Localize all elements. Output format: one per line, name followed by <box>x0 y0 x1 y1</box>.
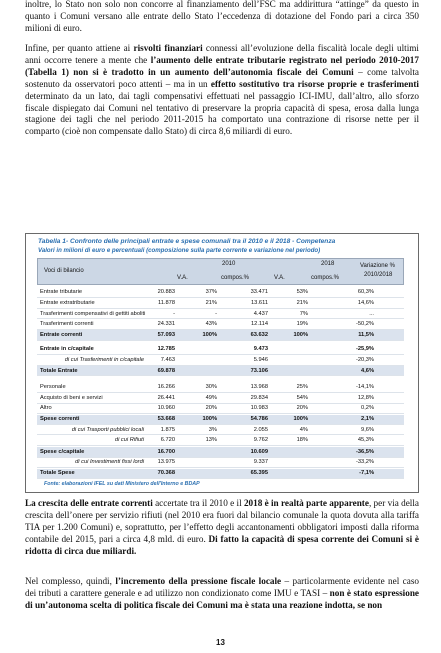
cell-v2010: 12.785 <box>157 346 175 353</box>
cell-var: -25,9% <box>355 346 374 353</box>
cell-v2018: 9.337 <box>253 459 268 466</box>
text-run: – particolarmente evidente nel caso dei tributi a carattere generale e ad utilizzo non condizionato come IMU e TASI – <box>25 576 419 598</box>
cell-v2010: 24.331 <box>157 321 175 328</box>
cell-var: -33,2% <box>355 459 374 466</box>
cell-c2018: 20% <box>296 405 308 412</box>
cell-v2018: 63.632 <box>250 331 268 338</box>
cell-v2018: 4.437 <box>253 310 268 317</box>
cell-v2018: 54.786 <box>250 415 268 422</box>
cell-v2010: 70.368 <box>157 469 175 476</box>
cell-var: -7,1% <box>359 469 374 476</box>
cell-var: -36,5% <box>355 448 374 455</box>
cell-v2010: 20.883 <box>157 289 175 296</box>
table-row <box>37 345 404 355</box>
table-subtitle: Valori in milioni di euro e percentuali (composizione sulla parte corrente e variazione nel periodo) <box>38 246 321 254</box>
table-row <box>37 288 404 298</box>
cell-v2010: 10.960 <box>157 405 175 412</box>
cell-label: Acquisto di beni e servizi <box>40 394 103 401</box>
cell-c2018: 4% <box>299 426 308 433</box>
cell-label: Entrate extratributarie <box>40 299 95 306</box>
table-row <box>37 458 404 468</box>
text-run: connessi all’evoluzione della fiscalità locale degli ultimi anni occorre tenere a mente che <box>25 43 419 65</box>
cell-var: 60,3% <box>357 289 374 296</box>
cell-var: 4,6% <box>361 367 374 374</box>
cell-v2018: 33.471 <box>250 289 268 296</box>
cell-c2018: 25% <box>296 384 308 391</box>
table-source: Fonte: elaborazioni IFEL su dati Ministero dell'Interno e BDAP <box>44 481 200 487</box>
cell-var: 11,5% <box>358 331 374 338</box>
table-row <box>37 415 404 425</box>
cell-v2018: 10.609 <box>250 448 268 455</box>
cell-v2010: 53.668 <box>157 415 175 422</box>
bold-run: risvolti finanziari <box>133 43 203 53</box>
text-run: , per via della crescita dell’onere per servizio rifiuti (nel 2010 era fuori dal bilancio comunale la quota dovuta alla tariffa TIA per 1.200 Comuni) e, soprattutto, per l’effetto degli accantonamenti obbligatori imposti dalla riforma contabile del 2015, pari a circa 4,8 mld. di euro. <box>25 498 419 544</box>
cell-v2018: 73.106 <box>250 367 268 374</box>
cell-c2010: 30% <box>205 384 217 391</box>
cell-c2010: 20% <box>205 405 217 412</box>
text-run: – come talvolta sostenuto da osservatori poco attenti – ma in un <box>25 66 419 89</box>
cell-var: -14,1% <box>355 384 374 391</box>
table-row <box>37 393 404 403</box>
cell-c2010: 21% <box>205 299 217 306</box>
table-row <box>37 366 404 376</box>
bold-run: l’aumento delle entrate tributarie registrato nel periodo 2010-2017 (Tabella 1) non si è tradotto in un aumento dell’autonomia fiscale dei Comuni <box>25 54 419 77</box>
header-voci: Voci di bilancio <box>44 268 84 274</box>
cell-v2018: 13.968 <box>250 384 268 391</box>
cell-c2010: 3% <box>208 426 217 433</box>
table-row <box>37 404 404 414</box>
table-row <box>37 383 404 393</box>
cell-c2010: - <box>215 310 217 317</box>
cell-c2010: 49% <box>205 394 217 401</box>
cell-label: Personale <box>40 384 66 391</box>
table-row <box>37 425 404 435</box>
table-row <box>37 469 404 479</box>
cell-label: Trasferimenti correnti <box>40 321 94 328</box>
cell-label: Altro <box>40 405 52 412</box>
header-compos-2010: compos.% <box>221 275 250 281</box>
bold-run: effetto sostitutivo tra risorse proprie e trasferimenti <box>210 78 419 89</box>
cell-v2010: 6.720 <box>160 437 175 444</box>
cell-v2010: 57.093 <box>157 331 175 338</box>
cell-v2010: 7.463 <box>160 356 175 363</box>
table-row <box>37 356 404 366</box>
cell-c2010: 13% <box>205 437 217 444</box>
table-row <box>37 330 404 340</box>
table-title: Tabella 1- Confronto delle principali entrate e spese comunali tra il 2010 e il 2018 - Competenza <box>38 238 336 245</box>
cell-label: Totale Spese <box>40 469 75 476</box>
header-variazione: Variazione % <box>360 263 395 269</box>
cell-v2018: 5.946 <box>253 356 268 363</box>
cell-v2010: - <box>173 310 175 317</box>
cell-label: Trasferimenti compensativi di gettiti aboliti <box>40 310 146 317</box>
cell-var: -20,3% <box>355 356 374 363</box>
cell-v2018: 13.611 <box>251 299 268 306</box>
cell-var: 2,1% <box>361 415 374 422</box>
cell-label: Entrate correnti <box>40 331 83 338</box>
header-va-2010: V.A. <box>177 275 188 281</box>
paragraph-intro: inoltre, lo Stato non solo non concorre al finanziamento dell’FSC ma addirittura “attinge” da questo in quanto i Comuni versano alle entrate dello Stato l’eccedenza di dotazione del Fondo pari a circa 350 milioni di euro. <box>25 0 419 33</box>
cell-c2018: 19% <box>296 321 308 328</box>
cell-v2018: 29.834 <box>250 394 268 401</box>
cell-label: di cui Trasferimenti in c/capitale <box>64 356 144 363</box>
table-row <box>37 320 404 330</box>
table-row <box>37 436 404 446</box>
header-2018: 2018 <box>321 261 335 267</box>
cell-v2010: 11.878 <box>158 299 175 306</box>
cell-var: 12,8% <box>357 394 374 401</box>
cell-label: di cui Investimenti fissi lordi <box>75 459 144 466</box>
text-run: Nel complesso, quindi, <box>25 576 116 586</box>
header-2010: 2010 <box>222 261 236 267</box>
paragraph-risvolti-finanziari <box>25 43 419 138</box>
cell-var: -50,2% <box>355 321 374 328</box>
cell-c2018: 21% <box>296 299 308 306</box>
bold-run: l’incremento della pressione fiscale locale <box>115 576 282 586</box>
text-run: Infine, per quanto attiene ai <box>25 43 134 53</box>
paragraph-pressione-fiscale <box>25 576 419 612</box>
table-header <box>37 258 404 285</box>
cell-var: 9,6% <box>361 426 374 433</box>
text-run: accertate tra il 2010 e il <box>152 498 244 508</box>
cell-c2018: 100% <box>293 331 308 338</box>
cell-var: 0,2% <box>361 405 374 412</box>
cell-c2010: 100% <box>202 331 217 338</box>
cell-c2018: 54% <box>296 394 308 401</box>
cell-label: Entrate tributarie <box>40 289 83 296</box>
cell-v2010: 13.975 <box>157 459 175 466</box>
cell-v2010: 69.878 <box>157 367 175 374</box>
text-run: determinato da un lato, dai tagli compensativi effettuati nel passaggio ICI-IMU, dall’altro, allo sforzo fiscale dispiegato dai Comuni nel tentativo di preservare la propria capacità di spesa, erosa dalla lunga stagione dei tagli che nel periodo 2011-2015 ha comportato una contrazione di risorse nette per il comparto (cioè non compensate dallo Stato) di circa 8,6 miliardi di euro. <box>25 90 419 137</box>
table-row <box>37 299 404 309</box>
header-compos-2018: compos.% <box>311 275 340 281</box>
cell-var: 14,6% <box>357 299 374 306</box>
bold-run: non è stato espressione di un’autonoma scelta di politica fiscale dei Comuni ma è stata una reazione indotta, se non <box>25 587 420 610</box>
header-period: 2010/2018 <box>364 272 393 278</box>
bold-run: 2018 è in realtà parte apparente <box>243 498 369 508</box>
cell-label: Spese c/capitale <box>40 448 85 455</box>
cell-c2010: 43% <box>205 321 217 328</box>
cell-label: di cui Trasporti pubblici locali <box>71 426 144 433</box>
cell-c2018: 53% <box>296 289 308 296</box>
cell-v2010: 26.441 <box>157 394 175 401</box>
cell-label: di cui Rifiuti <box>114 437 144 444</box>
table-row <box>37 309 404 319</box>
cell-v2010: 16.700 <box>157 448 175 455</box>
cell-c2018: 100% <box>293 415 308 422</box>
cell-v2018: 10.983 <box>250 405 268 412</box>
cell-label: Entrate in c/capitale <box>40 346 94 353</box>
cell-v2018: 2.055 <box>253 426 268 433</box>
header-va-2018: V.A. <box>274 275 285 281</box>
bold-run: Di fatto la capacità di spesa corrente dei Comuni si è ridotta di circa due miliardi. <box>25 533 419 556</box>
cell-v2018: 9.762 <box>253 437 268 444</box>
cell-v2018: 65.395 <box>250 469 268 476</box>
bold-run: La crescita delle entrate correnti <box>25 498 153 508</box>
cell-v2018: 9.473 <box>253 346 268 353</box>
cell-var: 45,3% <box>357 437 374 444</box>
paragraph-entrate-correnti <box>25 498 419 558</box>
cell-label: Totale Entrate <box>40 367 78 374</box>
table-row <box>37 447 404 457</box>
cell-v2010: 1.875 <box>160 426 175 433</box>
cell-label: Spese correnti <box>40 415 80 422</box>
table-1-box <box>25 233 419 493</box>
page-number: 13 <box>216 638 225 647</box>
cell-var: ... <box>369 310 374 317</box>
cell-c2010: 100% <box>202 415 217 422</box>
cell-c2018: 7% <box>299 310 308 317</box>
cell-c2018: 18% <box>296 437 308 444</box>
cell-c2010: 37% <box>205 289 217 296</box>
cell-v2010: 16.266 <box>157 384 175 391</box>
cell-v2018: 12.114 <box>251 321 268 328</box>
